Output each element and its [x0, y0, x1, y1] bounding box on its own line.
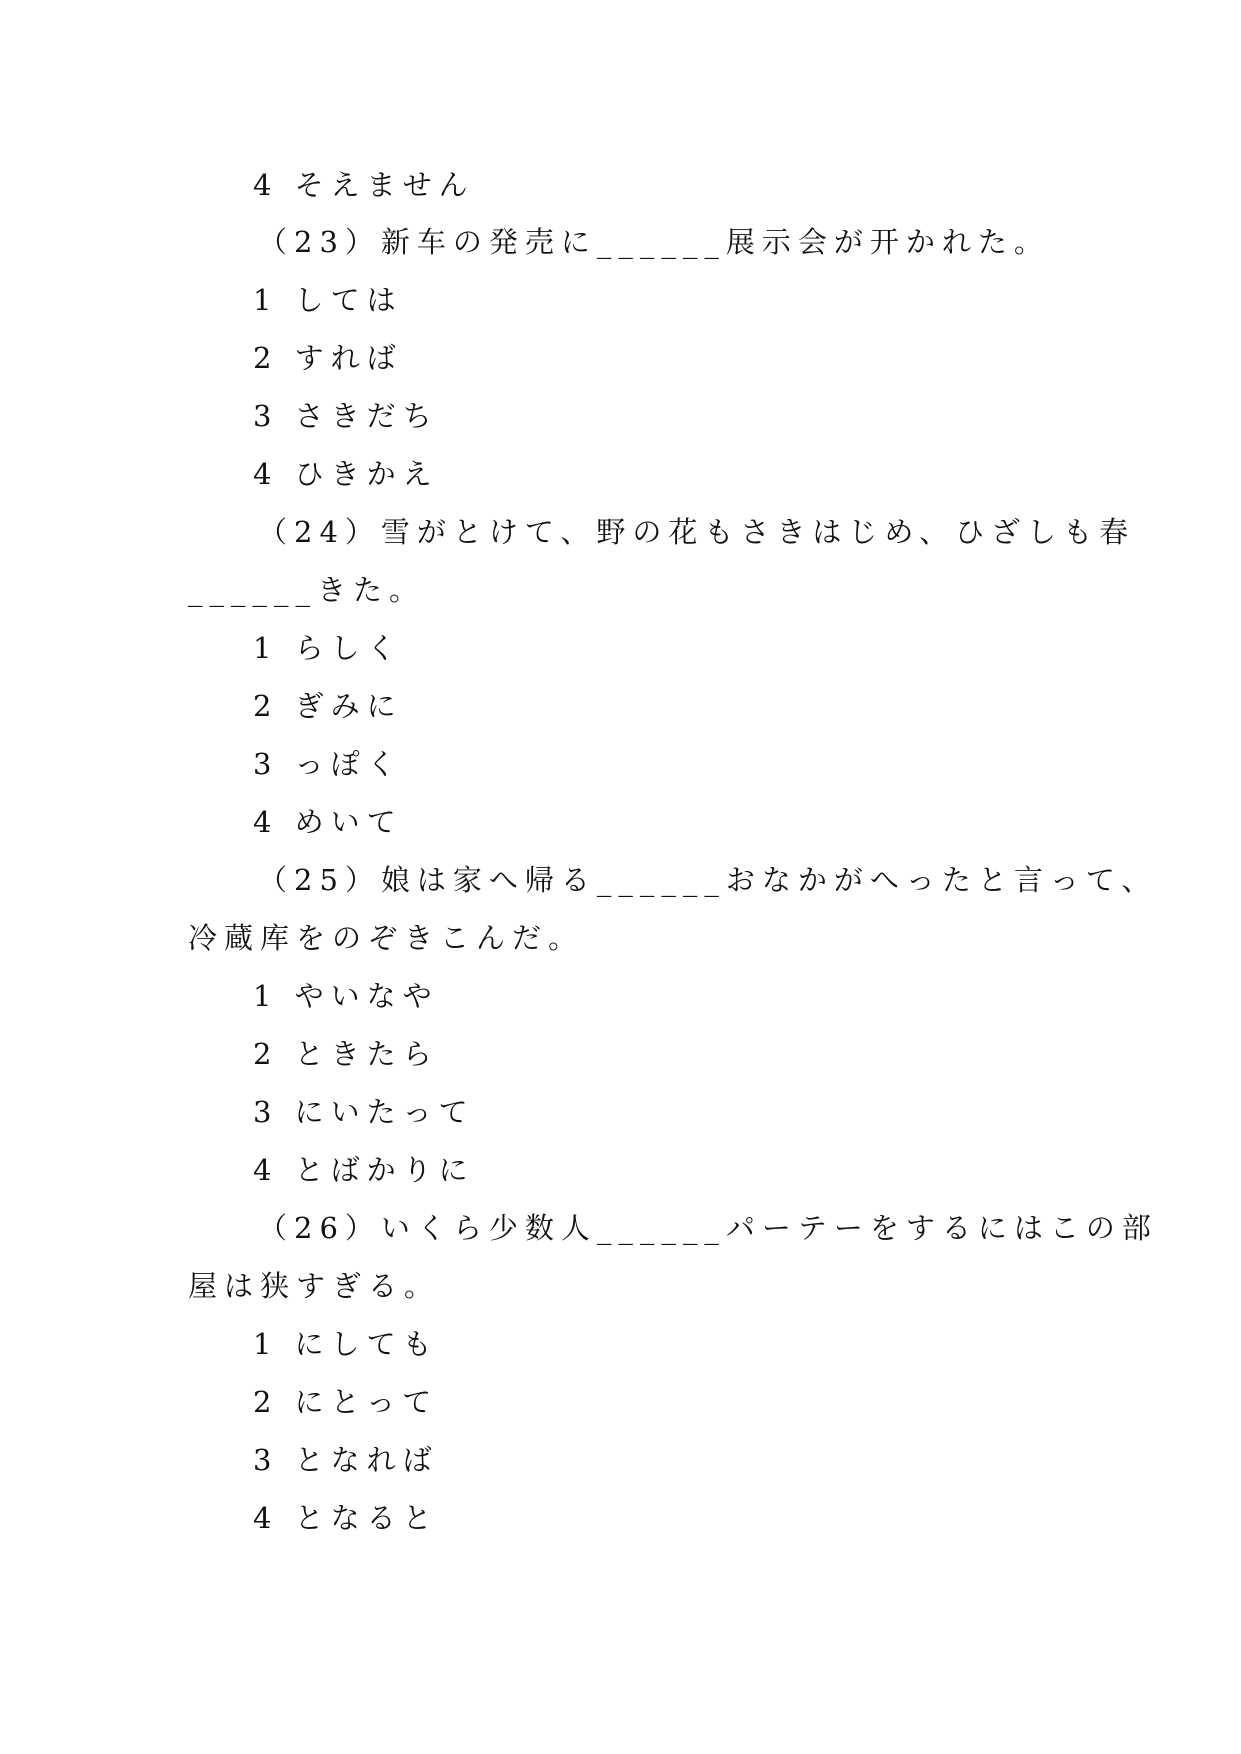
option-line: 4 ひきかえ: [253, 457, 439, 491]
option-line: 4 めいて: [253, 805, 403, 839]
option-line: 2 すれば: [253, 341, 403, 375]
option-line: 4 となると: [253, 1501, 439, 1535]
option-line: 1 にしても: [253, 1327, 439, 1361]
option-line: 1 しては: [253, 283, 403, 317]
question-25-continuation: 冷蔵库をのぞきこんだ。: [188, 921, 585, 955]
option-line: 2 ぎみに: [253, 689, 403, 723]
question-24-continuation: ______きた。: [188, 573, 426, 607]
option-line: 3 となれば: [253, 1443, 439, 1477]
option-line: 3 っぽく: [253, 747, 403, 781]
question-26-continuation: 屋は狭すぎる。: [188, 1269, 441, 1303]
option-line: 4 とばかりに: [253, 1153, 475, 1187]
option-line: 1 やいなや: [253, 979, 439, 1013]
option-line: 2 ときたら: [253, 1037, 439, 1071]
option-line: 3 さきだち: [253, 399, 439, 433]
option-line: 3 にいたって: [253, 1095, 475, 1129]
option-line: 1 らしく: [253, 631, 403, 665]
question-24-line: （24）雪がとけて、野の花もさきはじめ、ひざしも春: [258, 515, 1136, 549]
option-line: 2 にとって: [253, 1385, 439, 1419]
question-23-line: （23）新车の発売に______展示会が开かれた。: [258, 225, 1050, 259]
question-25-line: （25）娘は家へ帰る______おなかがへったと言って、: [258, 863, 1158, 897]
question-26-line: （26）いくら少数人______パーテーをするにはこの部: [258, 1211, 1158, 1245]
option-line: 4 そえません: [253, 168, 475, 202]
